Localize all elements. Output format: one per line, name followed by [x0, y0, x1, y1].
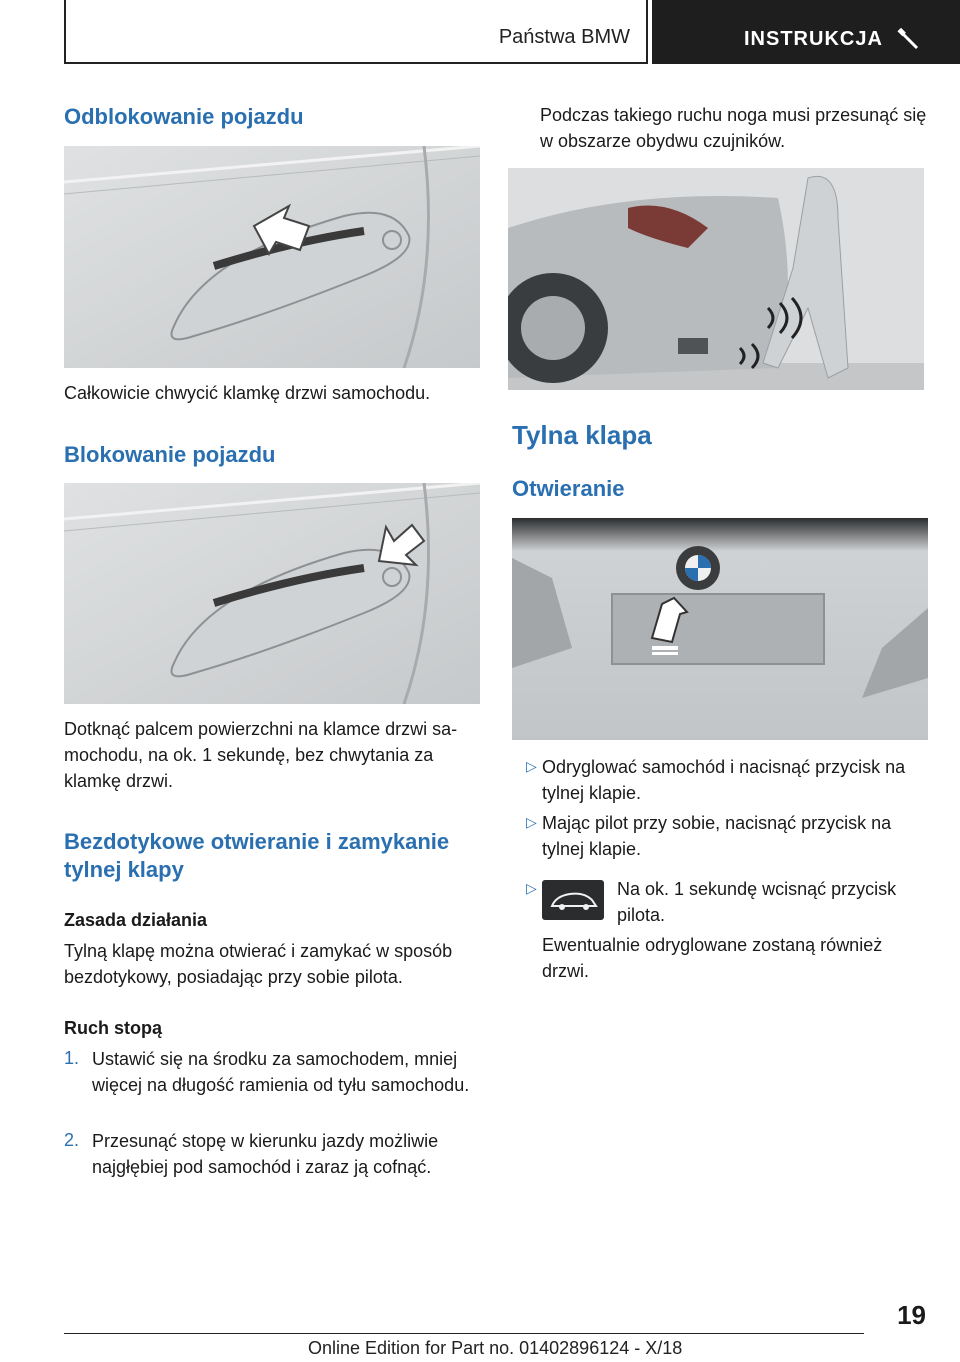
header-section-box[interactable]: [652, 0, 960, 64]
header-tab-box: [64, 0, 648, 64]
step-text: Przesunąć stopę w kierunku jazdy możliwie najgłębiej pod samochód i zaraz ją cofnąć.: [92, 1131, 439, 1177]
bullet-triangle-icon: ▷: [526, 758, 537, 774]
bullet-text: Odryglować samochód i nacisnąć przycisk na tylnej klapie.: [542, 757, 906, 803]
heading-contactless: Bezdotykowe otwieranie i zamykanie tylnej klapy: [64, 829, 450, 882]
heading-principle: Zasada działania: [64, 910, 208, 930]
page-number: 19: [897, 1300, 926, 1330]
caption-lock: Dotknąć palcem powierzchni na klamce drzwi samochodu, na ok. 1 sekundę, bez chwytania za klamkę drzwi.: [64, 719, 458, 791]
bullet-triangle-icon: ▷: [526, 880, 537, 896]
bullet-triangle-icon: ▷: [526, 814, 537, 830]
step-number: 2.: [64, 1130, 80, 1150]
remote-tailgate-key-icon: [542, 880, 604, 920]
principle-text: Tylną klapę można otwierać i zamykać w sposób bezdotykowy, posiadając przy sobie pilota.: [64, 941, 453, 987]
header-section-label: INSTRUKCJA: [744, 28, 883, 50]
heading-foot: Ruch stopą: [64, 1018, 163, 1038]
tailgate-button-image: [512, 518, 928, 740]
heading-lock: Blokowanie pojazdu: [64, 442, 276, 467]
header-tab-label[interactable]: Państwa BMW: [498, 26, 630, 48]
footer-divider: [64, 1333, 864, 1334]
door-handle-lock-image: [64, 483, 480, 704]
door-handle-unlock-image: [64, 146, 480, 368]
step-number: 1.: [64, 1048, 80, 1068]
heading-unlock: Odblokowanie pojazdu: [64, 104, 304, 129]
note-text: Ewentualnie odryglowane zostaną również drzwi.: [542, 935, 883, 981]
footer-edition: Online Edition for Part no. 01402896124 - X/18: [308, 1338, 683, 1358]
right-intro: Podczas takiego ruchu noga musi przesunąć się w obszarze obydwu czujników.: [540, 105, 927, 151]
step-text: Ustawić się na środku za samochodem, mniej więcej na długość ramienia od tyłu samochodu.: [92, 1049, 470, 1095]
remote-text: Na ok. 1 sekundę wcisnąć przycisk pilota.: [617, 879, 897, 925]
heading-tailgate: Tylna klapa: [512, 420, 652, 450]
wrench-icon: [897, 28, 921, 52]
heading-open: Otwieranie: [512, 476, 625, 501]
caption-unlock: Całkowicie chwycić klamkę drzwi samochodu.: [64, 383, 431, 403]
rear-sensor-kick-image: [508, 168, 924, 390]
bullet-text: Mając pilot przy sobie, nacisnąć przycisk na tylnej klapie.: [542, 813, 892, 859]
